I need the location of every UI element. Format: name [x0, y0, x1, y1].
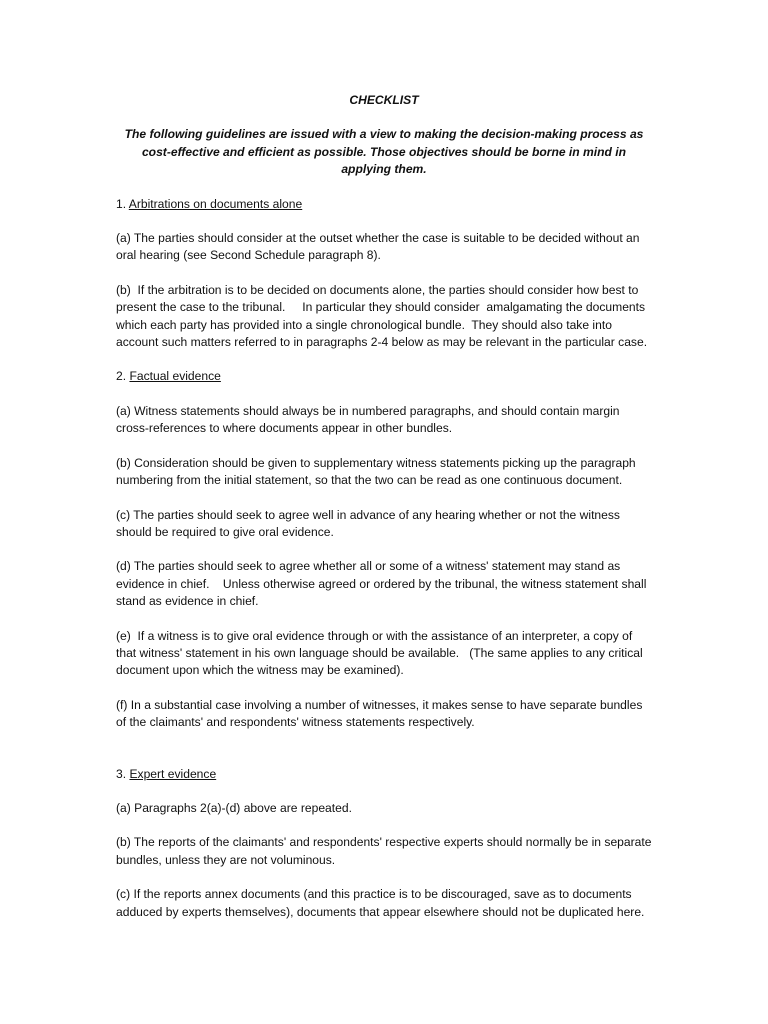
paragraph: (a) Witness statements should always be in numbered paragraphs, and should contain margin cross-references to where documents appear in other bundles.	[116, 403, 623, 436]
section-arbitrations-on-documents	[116, 196, 652, 352]
section-heading	[116, 766, 652, 783]
section-heading	[116, 368, 652, 385]
paragraph: (e) If a witness is to give oral evidence through or with the assistance of an interpreter, a copy of that witness' statement in his own language should be available. (The same applies to any critical document upon which the witness may be examined).	[116, 628, 647, 678]
document-title: CHECKLIST	[349, 93, 419, 107]
section-heading-text: Arbitrations on documents alone	[128, 196, 303, 211]
paragraph: (a) The parties should consider at the outset whether the case is suitable to be decided without an oral hearing (see Second Schedule paragraph 8).	[116, 231, 643, 263]
section-factual-evidence	[116, 368, 652, 731]
paragraph: (c) The parties should seek to agree well in advance of any hearing whether or not the witness should be required to give oral evidence.	[116, 507, 624, 539]
paragraph: (b) The reports of the claimants' and respondents' respective experts should normally be in separate bundles, unless they are not voluminous.	[116, 835, 655, 867]
section-expert-evidence	[116, 766, 655, 921]
intro-paragraph: The following guidelines are issued with a view to making the decision-making process as cost-effective and efficient as possible. Those objectives should be borne in mind in applying them.	[124, 127, 644, 177]
section-heading-text: Factual evidence	[129, 369, 221, 384]
paragraph: (b) Consideration should be given to supplementary witness statements picking up the paragraph numbering from the initial statement, so that the two can be read as one continuous document.	[116, 455, 640, 488]
section-heading	[116, 196, 652, 213]
paragraph: (d) The parties should seek to agree whether all or some of a witness' statement may stand as evidence in chief. Unless otherwise agreed or ordered by the tribunal, the witness statement shall stand as evidence in chief.	[116, 559, 650, 609]
paragraph: (f) In a substantial case involving a number of witnesses, it makes sense to have separate bundles of the claimants' and respondents' witness statements respectively.	[116, 697, 646, 730]
document-page	[116, 92, 655, 938]
section-number: 2.	[116, 369, 130, 384]
paragraph: (c) If the reports annex documents (and this practice is to be discouraged, save as to documents adduced by experts themselves), documents that appear elsewhere should not be duplicated here.	[116, 887, 645, 919]
paragraph: (b) If the arbitration is to be decided on documents alone, the parties should consider how best to present the case to the tribunal. In particular they should consider amalgamating the documents which each party has provided into a single chronological bundle. They should also take into account such matters referred to in paragraphs 2-4 below as may be relevant in the particular case.	[116, 282, 649, 350]
section-spacer	[116, 749, 652, 766]
section-heading-text: Expert evidence	[129, 766, 217, 781]
section-number: 1.	[116, 196, 129, 211]
section-number: 3.	[116, 766, 130, 781]
paragraph: (a) Paragraphs 2(a)-(d) above are repeated.	[116, 800, 352, 815]
